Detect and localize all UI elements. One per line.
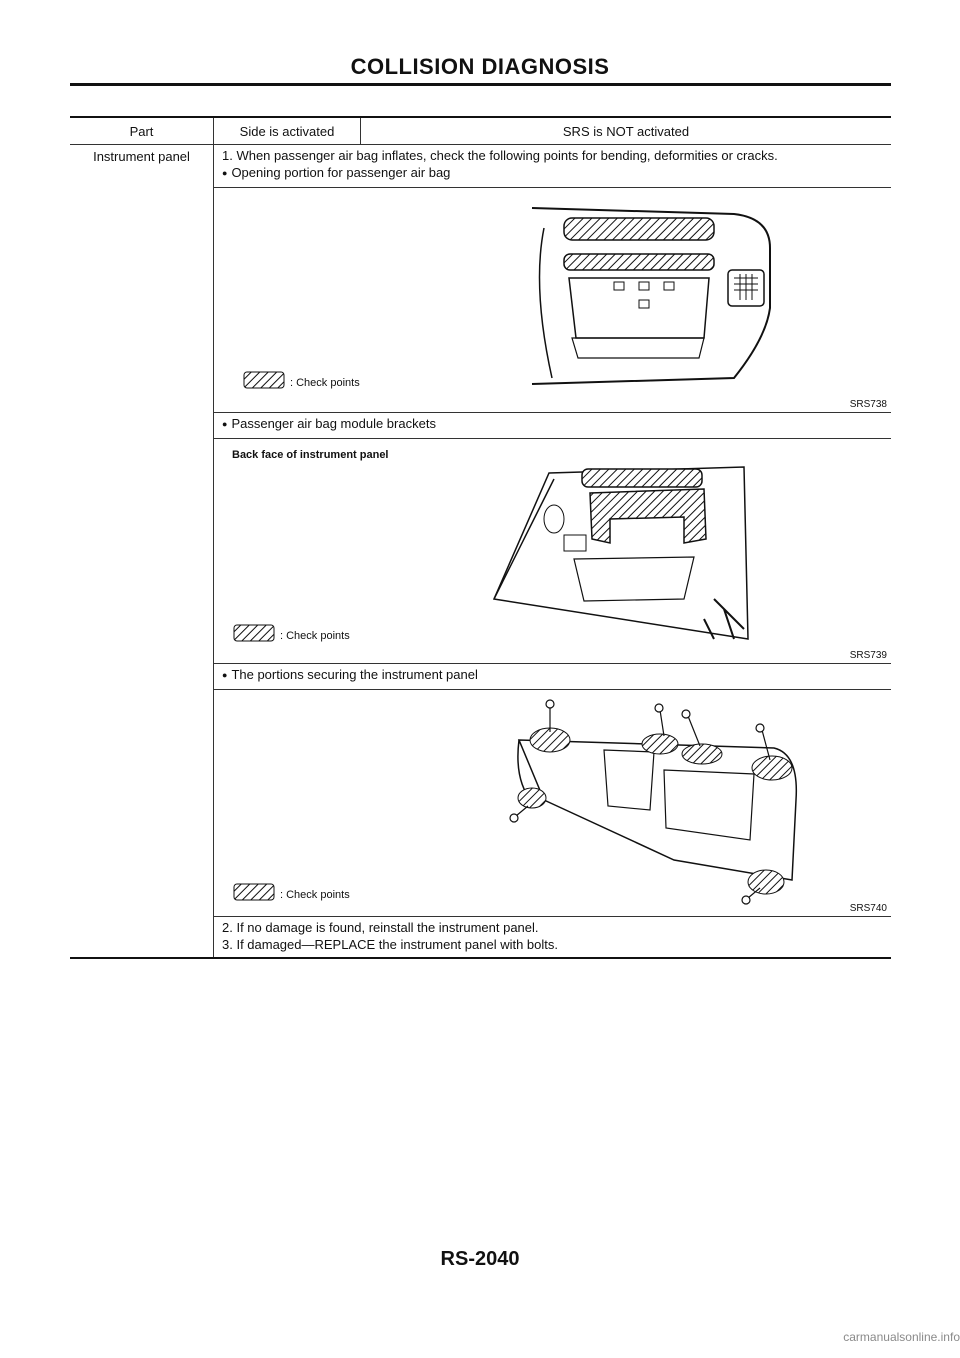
step-3-text: 3. If damaged—REPLACE the instrument panel with bolts. [222, 937, 559, 952]
figure-srs740-drawing [214, 690, 890, 916]
steps-2-3-row [214, 917, 891, 957]
bullet-3-row [214, 664, 891, 690]
figure-code: SRS738 [849, 399, 887, 410]
table-header [70, 118, 891, 145]
part-cell: Instrument panel [93, 149, 190, 164]
diagnosis-table [70, 116, 891, 959]
step-1-text: 1. When passenger air bag inflates, check the following points for bending, deformities or cracks. [222, 148, 778, 163]
bullet-securing-portions: ● The portions securing the instrument panel [222, 666, 891, 685]
figure-code: SRS740 [849, 903, 887, 914]
figure-srs739 [214, 439, 891, 664]
legend-swatch [234, 625, 274, 641]
figure-srs740 [214, 690, 891, 917]
legend-swatch [234, 884, 274, 900]
step-2-text: 2. If no damage is found, reinstall the instrument panel. [222, 920, 539, 935]
figure-legend: : Check points [280, 630, 350, 642]
figure-code: SRS739 [849, 650, 887, 661]
page-title: COLLISION DIAGNOSIS [350, 54, 610, 79]
procedure-cell [213, 145, 891, 957]
legend-swatch [244, 372, 284, 388]
bullet-2-row [214, 413, 891, 439]
bullet-module-brackets: ● Passenger air bag module brackets [222, 415, 891, 434]
watermark: carmanualsonline.info [843, 1330, 960, 1344]
column-header-srs-not-activated: SRS is NOT activated [360, 118, 891, 144]
figure-caption: Back face of instrument panel [232, 449, 389, 461]
column-header-side-activated: Side is activated [213, 118, 360, 144]
figure-legend: : Check points [280, 889, 350, 901]
title-rule [70, 83, 891, 86]
page-number: RS-2040 [440, 1248, 520, 1270]
column-header-part: Part [129, 123, 154, 139]
figure-srs738 [214, 188, 891, 413]
figure-legend: : Check points [290, 377, 360, 389]
bullet-opening-portion: ● Opening portion for passenger air bag [222, 164, 891, 183]
table-body [70, 145, 891, 957]
step-1-row [214, 145, 891, 188]
